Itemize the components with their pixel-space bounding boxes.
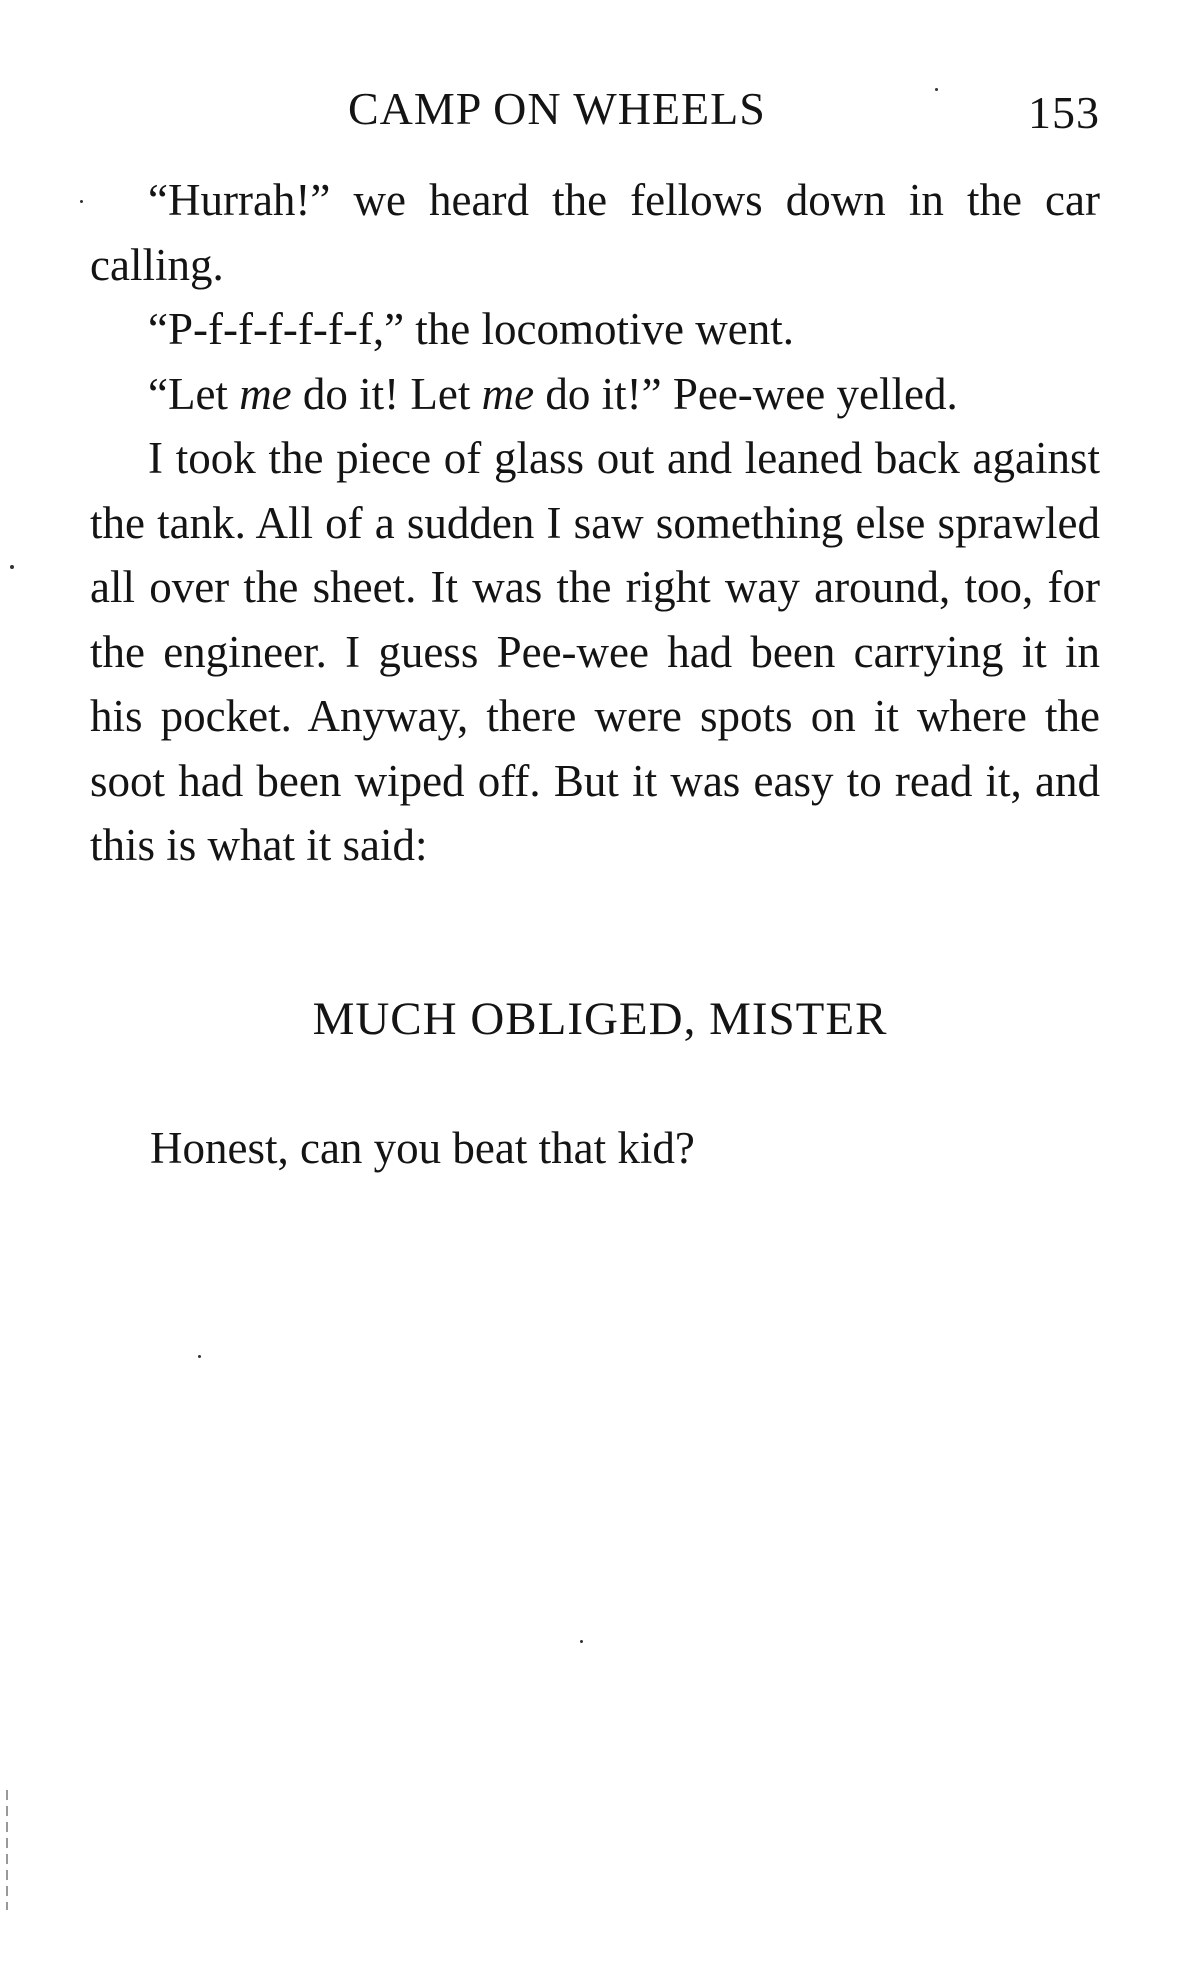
page-number: 153 (1028, 87, 1100, 138)
scan-speck (198, 1355, 201, 1358)
paragraph-pee-wee-yell (90, 362, 1100, 427)
note-heading: MUCH OBLIGED, MISTER (312, 993, 888, 1045)
paragraph-locomotive: “P-f-f-f-f-f-f,” the locomotive went. (148, 304, 794, 354)
scan-speck (580, 1640, 583, 1643)
emphasis-me-1: me (239, 368, 292, 419)
pee-wee-quote-mid: do it! Let (291, 368, 482, 419)
scan-speck (80, 200, 83, 203)
pee-wee-quote-end: do it!” Pee-wee yelled. (534, 368, 958, 419)
pee-wee-quote-open: “Let (148, 368, 240, 419)
body-text (90, 168, 1100, 878)
scan-edge-mark (6, 1790, 8, 1910)
paragraph-glass: I took the piece of glass out and leaned back against the tank. All of a sudden I saw something else sprawled all over the sheet. It was the right way around, too, for the engineer. I guess Pee-wee had been carrying it in his pocket. Anyway, there were spots on it where the soot had been wiped off. But it was easy to read it, and this is what it said: (90, 433, 1100, 870)
emphasis-me-2: me (481, 368, 535, 419)
scan-speck (935, 88, 938, 91)
closing-line: Honest, can you beat that kid? (150, 1123, 695, 1173)
scan-speck (10, 565, 14, 569)
paragraph-hurrah: “Hurrah!” we heard the fellows down in the car calling. (90, 175, 1100, 290)
running-header (80, 82, 1100, 142)
running-title: CAMP ON WHEELS (348, 83, 766, 134)
